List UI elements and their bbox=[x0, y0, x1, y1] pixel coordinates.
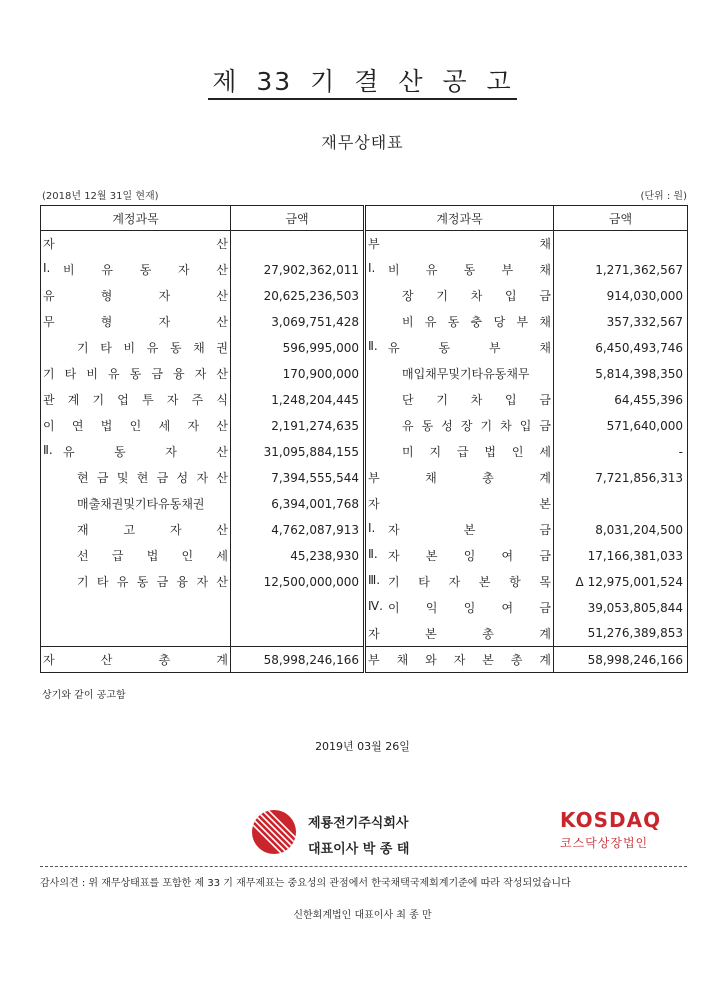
table-row bbox=[41, 543, 688, 569]
item-number: Ⅲ. bbox=[368, 573, 381, 587]
header-right-amount: 금액 bbox=[554, 206, 688, 231]
account-name: 비 유 동 부 채 bbox=[388, 263, 551, 277]
right-amount-cell: 17,166,381,033 bbox=[587, 548, 683, 563]
table-row bbox=[41, 413, 688, 439]
account-name: 자 본 잉 여 금 bbox=[388, 549, 551, 563]
account-name: 자 본 총 계 bbox=[368, 626, 551, 641]
account-name: 매출채권및기타유동채권 bbox=[77, 497, 205, 511]
left-amount-cell: 2,191,274,635 bbox=[231, 413, 365, 439]
left-amount-cell: 31,095,884,155 bbox=[231, 439, 365, 465]
table-row bbox=[41, 231, 688, 257]
right-amount-cell: Δ 12,975,001,524 bbox=[575, 574, 683, 589]
table-row bbox=[41, 465, 688, 491]
account-name: 기 타 비 유 동 채 권 bbox=[77, 341, 228, 355]
left-account-cell bbox=[41, 439, 231, 465]
left-account-cell bbox=[41, 309, 231, 335]
item-number bbox=[368, 365, 388, 382]
left-account-cell bbox=[41, 413, 231, 439]
item-number bbox=[43, 547, 63, 564]
notice-date: 2019년 03월 26일 bbox=[315, 740, 410, 753]
item-number: Ⅰ. bbox=[368, 521, 376, 535]
right-amount-cell: 8,031,204,500 bbox=[595, 522, 683, 537]
left-amount-cell: 27,902,362,011 bbox=[231, 257, 365, 283]
table-row bbox=[41, 621, 688, 647]
table-row bbox=[41, 517, 688, 543]
company-ceo: 대표이사 박 종 태 bbox=[308, 842, 410, 857]
left-amount-cell: 4,762,087,913 bbox=[231, 517, 365, 543]
left-account-cell bbox=[41, 491, 231, 517]
header-right-account: 계정과목 bbox=[365, 206, 554, 231]
table-row bbox=[41, 439, 688, 465]
left-amount-cell: 6,394,001,768 bbox=[231, 491, 365, 517]
left-account-cell bbox=[41, 283, 231, 309]
left-amount-cell: 7,394,555,544 bbox=[231, 465, 365, 491]
account-name: 기 타 유 동 금 융 자 산 bbox=[77, 575, 228, 589]
account-name: 이 익 잉 여 금 bbox=[388, 601, 551, 615]
table-row bbox=[41, 335, 688, 361]
header-left-amount: 금액 bbox=[231, 206, 365, 231]
left-account-cell bbox=[41, 465, 231, 491]
account-name: 단 기 차 입 금 bbox=[402, 393, 551, 407]
total-liabilities-equity-label bbox=[365, 647, 554, 673]
item-number: Ⅱ. bbox=[368, 339, 378, 353]
left-amount-cell: 170,900,000 bbox=[231, 361, 365, 387]
right-account-cell bbox=[365, 543, 554, 569]
account-name: 장 기 차 입 금 bbox=[402, 289, 551, 303]
left-account-cell bbox=[41, 231, 231, 257]
left-amount-cell bbox=[231, 595, 365, 621]
kosdaq-subtitle: 코스닥상장법인 bbox=[560, 836, 649, 850]
balance-sheet-table bbox=[40, 205, 688, 673]
left-amount-cell: 12,500,000,000 bbox=[231, 569, 365, 595]
right-account-cell bbox=[365, 361, 554, 387]
account-name: 무 형 자 산 bbox=[43, 315, 228, 329]
header-left-account: 계정과목 bbox=[41, 206, 231, 231]
statement-subtitle: 재무상태표 bbox=[321, 133, 404, 152]
right-account-cell bbox=[365, 283, 554, 309]
account-name: 현 금 및 현 금 성 자 산 bbox=[77, 471, 228, 485]
audit-opinion: 감사의견 : 위 재무상태표를 포함한 제 33 기 재무제표는 중요성의 관점에서 한국채택국제회계기준에 따라 작성되었습니다 bbox=[40, 878, 571, 889]
right-account-cell bbox=[365, 335, 554, 361]
item-number bbox=[368, 391, 388, 408]
account-name: 자 산 총 계 bbox=[43, 653, 228, 667]
account-name: 유 동 부 채 bbox=[388, 341, 551, 355]
right-amount-cell: 39,053,805,844 bbox=[587, 600, 683, 615]
account-name: 선 급 법 인 세 bbox=[77, 549, 228, 563]
left-amount-cell bbox=[231, 231, 365, 257]
left-account-cell bbox=[41, 595, 231, 621]
notice-text: 상기와 같이 공고함 bbox=[42, 690, 126, 701]
right-account-cell bbox=[365, 413, 554, 439]
total-assets-label bbox=[41, 647, 231, 673]
account-name: 유 동 성 장 기 차 입 금 bbox=[402, 419, 551, 433]
table-row bbox=[41, 283, 688, 309]
right-account-cell bbox=[365, 309, 554, 335]
table-header-row bbox=[41, 206, 688, 231]
left-amount-cell: 596,995,000 bbox=[231, 335, 365, 361]
total-row bbox=[41, 647, 688, 673]
left-amount-cell: 45,238,930 bbox=[231, 543, 365, 569]
total-liabilities-equity-amount: 58,998,246,166 bbox=[554, 647, 688, 673]
account-name: 관 계 기 업 투 자 주 식 bbox=[43, 393, 228, 407]
right-account-cell bbox=[365, 569, 554, 595]
right-account-cell bbox=[365, 231, 554, 257]
left-amount-cell: 20,625,236,503 bbox=[231, 283, 365, 309]
right-account-cell bbox=[365, 439, 554, 465]
table-row bbox=[41, 257, 688, 283]
item-number bbox=[368, 313, 388, 330]
item-number bbox=[368, 287, 388, 304]
account-name: 기 타 비 유 동 금 융 자 산 bbox=[43, 367, 228, 381]
right-amount-cell: 1,271,362,567 bbox=[595, 262, 683, 277]
item-number: Ⅰ. bbox=[43, 261, 51, 275]
left-account-cell bbox=[41, 335, 231, 361]
total-assets-amount: 58,998,246,166 bbox=[231, 647, 365, 673]
right-account-cell bbox=[365, 387, 554, 413]
table-row bbox=[41, 491, 688, 517]
table-row bbox=[41, 595, 688, 621]
left-account-cell bbox=[41, 517, 231, 543]
account-name: 자 본 bbox=[368, 497, 551, 511]
right-amount-cell: 914,030,000 bbox=[606, 288, 683, 303]
left-amount-cell: 3,069,751,428 bbox=[231, 309, 365, 335]
table-row bbox=[41, 309, 688, 335]
company-block bbox=[250, 808, 450, 864]
right-amount-cell: 64,455,396 bbox=[614, 392, 683, 407]
item-number bbox=[368, 443, 388, 460]
table-row bbox=[41, 387, 688, 413]
account-name: 자 산 bbox=[43, 237, 228, 252]
item-number: Ⅱ. bbox=[43, 443, 53, 457]
right-amount-cell: 51,276,389,853 bbox=[587, 626, 683, 641]
as-of-date: (2018년 12월 31일 현재) bbox=[42, 191, 159, 202]
account-name: 매입채무및기타유동채무 bbox=[402, 367, 530, 381]
item-number: Ⅱ. bbox=[368, 547, 378, 561]
left-account-cell bbox=[41, 361, 231, 387]
right-amount-cell bbox=[554, 491, 688, 517]
kosdaq-badge bbox=[560, 808, 661, 851]
statement-meta bbox=[42, 187, 687, 202]
account-name: 이 연 법 인 세 자 산 bbox=[43, 419, 228, 433]
item-number bbox=[43, 573, 63, 590]
right-amount-cell: - bbox=[678, 444, 683, 459]
item-number bbox=[43, 469, 63, 486]
table-row bbox=[41, 569, 688, 595]
table-body bbox=[41, 231, 688, 673]
right-amount-cell: 571,640,000 bbox=[606, 418, 683, 433]
left-account-cell bbox=[41, 621, 231, 647]
account-name: 미 지 급 법 인 세 bbox=[402, 445, 551, 459]
item-number: Ⅳ. bbox=[368, 599, 383, 613]
company-logo-icon bbox=[250, 808, 298, 856]
account-name: 비 유 동 자 산 bbox=[63, 263, 228, 277]
company-name: 제룡전기주식회사 bbox=[308, 816, 409, 831]
item-number: Ⅰ. bbox=[368, 261, 376, 275]
page-title: 제 33 기 결 산 공 고 bbox=[0, 62, 725, 98]
right-amount-cell: 7,721,856,313 bbox=[595, 470, 683, 485]
left-account-cell bbox=[41, 543, 231, 569]
divider bbox=[40, 866, 687, 867]
auditor-name: 신한회계법인 대표이사 최 종 만 bbox=[293, 910, 432, 921]
left-amount-cell bbox=[231, 621, 365, 647]
account-name: 비 유 동 충 당 부 채 bbox=[402, 315, 551, 329]
left-account-cell bbox=[41, 387, 231, 413]
left-amount-cell: 1,248,204,445 bbox=[231, 387, 365, 413]
right-amount-cell: 5,814,398,350 bbox=[595, 366, 683, 381]
account-name: 기 타 자 본 항 목 bbox=[388, 575, 551, 589]
item-number bbox=[43, 495, 63, 512]
account-name: 부 채 총 계 bbox=[368, 471, 551, 485]
kosdaq-logo-text: KOSDAQ bbox=[560, 808, 662, 832]
right-account-cell bbox=[365, 517, 554, 543]
item-number bbox=[43, 521, 63, 538]
right-amount-cell: 357,332,567 bbox=[606, 314, 683, 329]
table-row bbox=[41, 361, 688, 387]
right-account-cell bbox=[365, 491, 554, 517]
right-account-cell bbox=[365, 465, 554, 491]
account-name: 유 형 자 산 bbox=[43, 289, 228, 303]
right-amount-cell bbox=[554, 231, 688, 257]
account-name: 재 고 자 산 bbox=[77, 523, 228, 537]
account-name: 자 본 금 bbox=[388, 523, 551, 537]
account-name: 부 채 와 자 본 총 계 bbox=[368, 653, 551, 667]
left-account-cell bbox=[41, 569, 231, 595]
right-account-cell bbox=[365, 595, 554, 621]
account-name: 유 동 자 산 bbox=[63, 445, 228, 459]
left-account-cell bbox=[41, 257, 231, 283]
account-name: 부 채 bbox=[368, 237, 551, 252]
right-account-cell bbox=[365, 621, 554, 647]
right-account-cell bbox=[365, 257, 554, 283]
item-number bbox=[43, 339, 63, 356]
item-number bbox=[368, 417, 388, 434]
right-amount-cell: 6,450,493,746 bbox=[595, 340, 683, 355]
unit-label: (단위 : 원) bbox=[640, 191, 687, 202]
